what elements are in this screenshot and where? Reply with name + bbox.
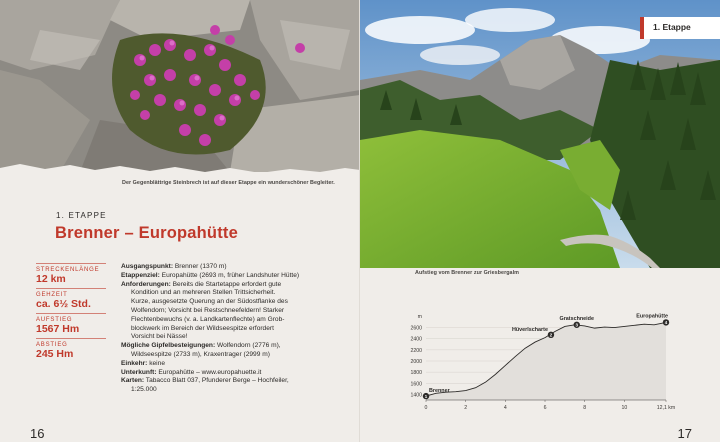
stat-value-ascent: 1567 Hm bbox=[36, 323, 80, 335]
stats-block bbox=[36, 262, 106, 363]
saxifrage-image bbox=[0, 0, 360, 172]
profile-plot bbox=[410, 313, 675, 411]
page-title: Brenner – Europahütte bbox=[55, 224, 238, 242]
waypoint-label: Brenner bbox=[429, 388, 450, 395]
photo-caption-right: Aufstieg vom Brenner zur Griesbergalm bbox=[415, 270, 519, 276]
waypoint-number: 4 bbox=[664, 320, 668, 326]
y-tick-label: 2400 bbox=[410, 336, 422, 343]
y-tick-label: 1400 bbox=[410, 392, 422, 399]
y-tick-label: 1800 bbox=[410, 370, 422, 377]
stat-label-ascent: AUFSTIEG bbox=[36, 317, 73, 323]
stat-label-descent: ABSTIEG bbox=[36, 342, 68, 348]
stage-label: 1. ETAPPE bbox=[56, 211, 107, 220]
stat-divider bbox=[36, 288, 106, 289]
stat-label-length: STRECKENLÄNGE bbox=[36, 267, 100, 273]
detail-row: Mögliche Gipfelbesteigungen: Wolfendorn (2776 m), bbox=[121, 342, 281, 350]
x-tick-label: 0 bbox=[424, 405, 428, 411]
valley-photo bbox=[360, 0, 720, 268]
torn-paper-edge bbox=[0, 150, 360, 180]
waypoint-number: 1 bbox=[424, 393, 428, 399]
detail-row: Kondition und an mehreren Stellen Trittsicherheit. bbox=[131, 289, 276, 297]
flower-rock-photo bbox=[0, 0, 360, 172]
y-tick-label: 2200 bbox=[410, 347, 422, 354]
x-tick-label: 6 bbox=[543, 405, 547, 411]
x-tick-label: 10 bbox=[621, 405, 628, 411]
detail-row: Ausgangspunkt: Brenner (1370 m) bbox=[121, 263, 227, 270]
detail-row: Kurze, ausgesetzte Querung an der Südostflanke des bbox=[131, 298, 288, 306]
y-tick-label: 2600 bbox=[410, 325, 422, 332]
photo-caption-left: Der Gegenblättrige Steinbrech ist auf dieser Etappe ein wunderschöner Begleiter. bbox=[122, 180, 335, 186]
detail-row: 1:25.000 bbox=[131, 386, 157, 394]
stat-divider bbox=[36, 338, 106, 339]
waypoint-label: Europahütte bbox=[636, 313, 668, 320]
detail-row: Vorsicht bei Nässe! bbox=[131, 333, 188, 341]
page-number-right: 17 bbox=[677, 426, 692, 441]
x-tick-label: 12,1 km bbox=[656, 405, 676, 411]
y-tick-label: 2000 bbox=[410, 359, 422, 365]
page-number-left: 16 bbox=[30, 426, 45, 441]
waypoint-number: 2 bbox=[549, 332, 553, 338]
detail-row: Einkehr: keine bbox=[121, 359, 165, 367]
detail-row: blockwerk im Bereich der Wildseespitze erfordert bbox=[131, 324, 274, 332]
elevation-profile-chart bbox=[400, 308, 690, 418]
stat-divider bbox=[36, 313, 106, 314]
stage-badge: 1. Etappe bbox=[640, 17, 720, 39]
stat-value-length: 12 km bbox=[36, 273, 66, 285]
detail-row: Etappenziel: Europahütte (2693 m, früher Landshuter Hütte) bbox=[121, 271, 300, 279]
waypoint-label: Gratschneide bbox=[559, 315, 594, 322]
detail-row: Unterkunft: Europahütte – www.europahuette.it bbox=[121, 368, 262, 376]
valley-image bbox=[360, 0, 720, 268]
waypoint-label: Hüverlscharte bbox=[511, 326, 548, 333]
detail-row: Wolfendorn; Vorsicht bei Restschneefeldern! Starker bbox=[131, 306, 285, 314]
stat-divider bbox=[36, 263, 106, 264]
detail-row: Anforderungen: Bereits die Startetappe erfordert gute bbox=[121, 280, 282, 288]
tour-details bbox=[121, 263, 321, 395]
detail-row: Karten: Tabacco Blatt 037, Pfunderer Berge – Hochfeiler, bbox=[121, 377, 289, 385]
y-axis-unit: m bbox=[417, 314, 422, 320]
detail-row: Flechtenbewuchs (v. a. Landkartenflechte) am Grob- bbox=[131, 315, 285, 323]
stat-value-descent: 245 Hm bbox=[36, 348, 74, 360]
y-tick-label: 1600 bbox=[410, 381, 422, 388]
stat-value-time: ca. 6½ Std. bbox=[36, 298, 91, 310]
x-tick-label: 8 bbox=[583, 405, 587, 411]
detail-row: Wildseespitze (2733 m), Kraxentrager (2999 m) bbox=[131, 350, 270, 358]
stat-label-time: GEHZEIT bbox=[36, 292, 68, 298]
x-tick-label: 2 bbox=[464, 405, 468, 411]
x-tick-label: 4 bbox=[503, 405, 507, 411]
waypoint-number: 3 bbox=[575, 322, 578, 328]
